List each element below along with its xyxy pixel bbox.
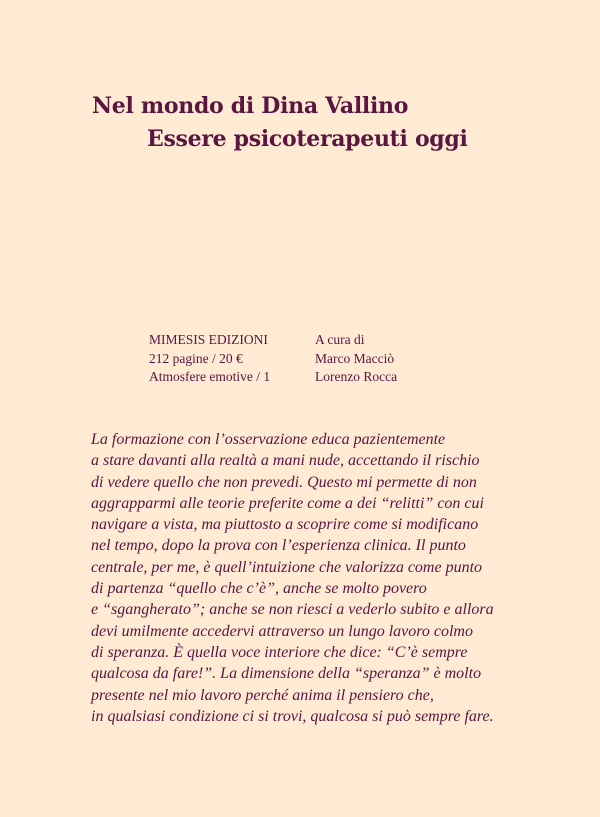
publisher-name: MIMESIS EDIZIONI xyxy=(149,332,268,347)
editor-name: Lorenzo Rocca xyxy=(315,369,398,384)
excerpt-line: navigare a vista, ma piuttosto a scoprire come si modificano xyxy=(91,516,479,534)
excerpt-line: in qualsiasi condizione ci si trovi, qualcosa si può sempre fare. xyxy=(91,707,494,725)
excerpt-line: presente nel mio lavoro perché anima il pensiero che, xyxy=(91,686,434,704)
excerpt-line: a stare davanti alla realtà a mani nude, accettando il rischio xyxy=(91,452,480,470)
book-subtitle: Essere psicoterapeuti oggi xyxy=(147,126,468,152)
editor-name: Marco Macciò xyxy=(315,350,395,366)
excerpt-line: di vedere quello che non prevedi. Questo mi permette di non xyxy=(91,473,477,491)
excerpt-line: e “sgangherato”; anche se non riesci a vederlo subito e allora xyxy=(91,601,494,619)
publication-info xyxy=(149,331,270,387)
excerpt-line: devi umilmente accedervi attraverso un lungo lavoro colmo xyxy=(91,622,473,640)
series-name: Atmosfere emotive / 1 xyxy=(149,369,271,384)
excerpt-line: di partenza “quello che c’è”, anche se molto povero xyxy=(91,580,427,598)
excerpt-quote xyxy=(91,429,521,727)
pages-and-price: 212 pagine / 20 € xyxy=(149,350,243,366)
excerpt-line: di speranza. È quella voce interiore che dice: “C’è sempre xyxy=(91,643,468,661)
book-title-block xyxy=(92,90,468,156)
excerpt-line: aggrapparmi alle teorie preferite come a dei “relitti” con cui xyxy=(91,494,484,512)
editors-info xyxy=(315,331,397,387)
excerpt-line: La formazione con l’osservazione educa pazientemente xyxy=(91,431,446,448)
excerpt-line: qualcosa da fare!”. La dimensione della “speranza” è molto xyxy=(91,665,482,683)
excerpt-line: nel tempo, dopo la prova con l’esperienza clinica. Il punto xyxy=(91,537,466,555)
editors-label: A cura di xyxy=(315,332,365,347)
excerpt-line: centrale, per me, è quell’intuizione che valorizza come punto xyxy=(91,558,483,576)
book-title: Nel mondo di Dina Vallino xyxy=(92,93,409,119)
